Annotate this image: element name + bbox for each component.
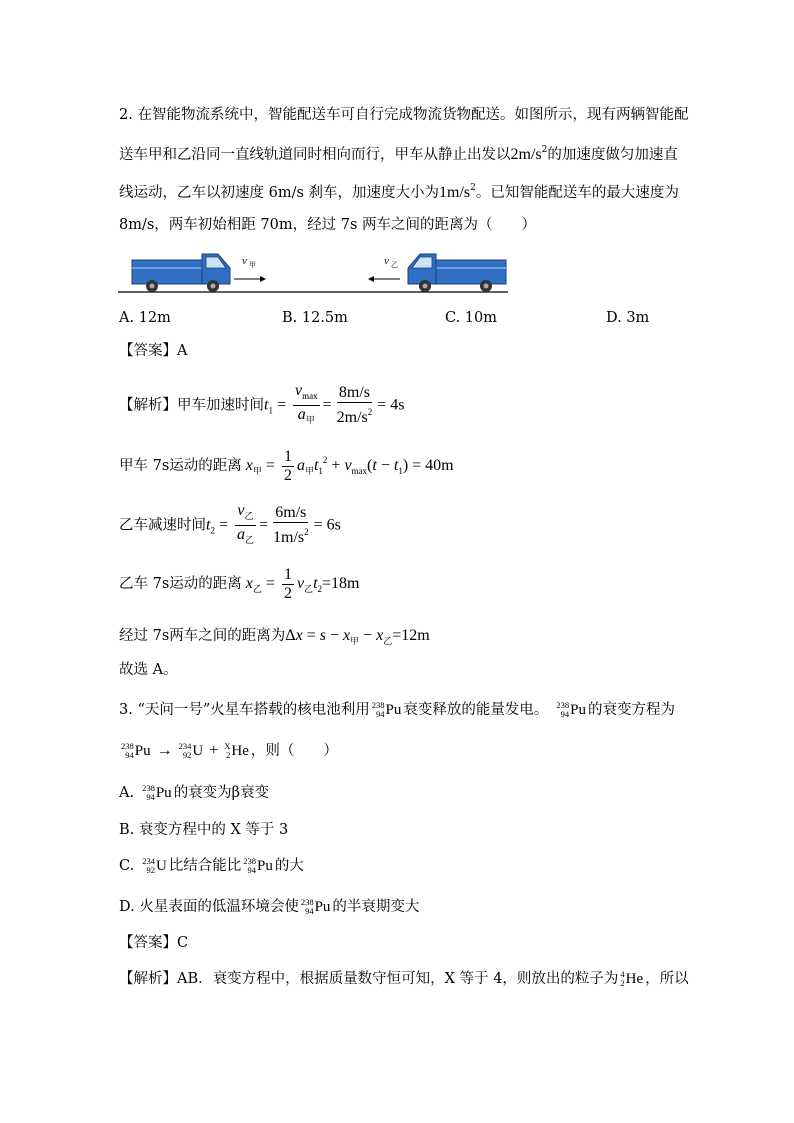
- q2-line-3-text-c: 。已知智能配送车的最大速度为: [475, 185, 679, 201]
- q3-line-1c: 的衰变方程为: [587, 702, 675, 718]
- analysis-2-text: 甲车 7s运动的距离: [119, 458, 242, 474]
- q2-accel-value: 2m/s: [510, 146, 542, 163]
- truck-a-icon: [132, 254, 230, 292]
- q2-analysis-2: 甲车 7s运动的距离 $x_甲$ = $\frac{1}{2}$ $a_甲t_1^2 + v_{max}(t - t_1) = 40m$: [119, 447, 454, 484]
- q3-option-d: D. 火星表面的低温环境会使 238 94 Pu 的半衰期变大: [119, 897, 420, 916]
- q2-line-2-text-a: 送车甲和乙沿同一直线轨道同时相向而行，甲车从静止出发以: [119, 147, 511, 163]
- q2-answer: 【答案】A: [119, 343, 188, 359]
- q2-analysis-3: 乙车减速时间$t_2$ = $\frac{v_乙}{a_乙}$ = $\frac{6m/s}{1m/s^2}$ = 6s: [119, 502, 341, 546]
- velocity-a-label: v: [242, 255, 247, 267]
- q3-line-1b: 衰变释放的能量发电。: [403, 702, 549, 718]
- q3-line-2-tail: ，则（ ）: [250, 743, 338, 759]
- a1-result: = 4s: [377, 396, 405, 414]
- q2-option-a: A. 12m: [119, 310, 171, 326]
- q3-line-1: 3. “天问一号”火星车搭载的核电池利用 238 94 Pu 衰变释放的能量发电。 238 94 Pu 的衰变方程为: [119, 700, 675, 719]
- velocity-a-sub: 甲: [249, 261, 256, 269]
- pu-nuclide: 238 94 Pu: [371, 700, 402, 719]
- velocity-b-label: v: [384, 255, 389, 267]
- analysis-tag: 【解析】: [119, 397, 177, 414]
- q3-line-1a: 3. “天问一号”火星车搭载的核电池利用: [119, 702, 370, 718]
- q2-conclusion: 故选 A。: [119, 662, 178, 678]
- q3-option-a: A. 238 94 Pu 的衰变为β衰变: [119, 783, 270, 802]
- q2-option-c: C. 10m: [445, 310, 497, 326]
- q3-equation: 238 94 Pu → 234 92 U + X 2 He ，则（ ）: [121, 741, 338, 760]
- a3-den: 1m/s: [273, 529, 305, 546]
- a1-num: 8m/s: [338, 384, 370, 401]
- q2-line-3: 线运动，乙车以初速度 6m/s 刹车，加速度大小为$1m/s^2$。已知智能配送车的最大速度为: [119, 183, 679, 201]
- q2-line-2-full: 送车甲和乙沿同一直线轨道同时相向而行，甲车从静止出发以$2m/s^2$的加速度做匀加速直: [119, 139, 678, 166]
- q2-analysis-5: 经过 7s两车之间的距离为$\Delta x = s - x_甲 - x_乙=12m$: [119, 627, 430, 647]
- q2-analysis-4: 乙车 7s运动的距离 $x_乙$ = $\frac{1}{2}$ $v_乙t_2=18m$: [119, 565, 360, 602]
- q2-option-b: B. 12.5m: [282, 310, 348, 326]
- a4-result: =18m: [322, 575, 360, 592]
- trucks-figure: [118, 246, 510, 298]
- q2-line-1: 2. 在智能物流系统中，智能配送车可自行完成物流货物配送。如图所示，现有两辆智能配: [119, 107, 689, 123]
- q3-option-c: C. 234 92 U 比结合能比 238 94 Pu 的大: [119, 856, 304, 875]
- a2-result: = 40m: [412, 457, 454, 474]
- q3-option-b: B. 衰变方程中的 X 等于 3: [119, 822, 289, 838]
- a3-result: = 6s: [313, 516, 341, 534]
- analysis-4-text: 乙车 7s运动的距离: [119, 576, 242, 592]
- q3-analysis: 【解析】AB．衰变方程中，根据质量数守恒可知，X 等于 4，则放出的粒子为 4 2 He ，所以: [119, 969, 689, 988]
- q2-analysis-1: 【解析】甲车加速时间$t_1$ = $\frac{v_{max}}{a_甲}$ = $\frac{8m/s}{2m/s^2}$ = 4s: [119, 382, 405, 426]
- a5-result: =12m: [392, 627, 430, 644]
- q2-option-d: D. 3m: [606, 310, 650, 326]
- velocity-b-sub: 乙: [391, 261, 398, 269]
- a3-num: 6m/s: [275, 504, 307, 521]
- q2-line-2-text-c: 的加速度做匀加速直: [547, 147, 678, 163]
- a1-den: 2m/s: [336, 409, 368, 426]
- q2-decel-value: 1m/s: [439, 184, 471, 201]
- analysis-5-text: 经过 7s两车之间的距离为: [119, 628, 286, 644]
- analysis-3-text: 乙车减速时间: [119, 517, 206, 534]
- analysis-1-text: 甲车加速时间: [177, 397, 264, 414]
- q3-answer: 【答案】C: [119, 935, 189, 951]
- q2-line-3-text-a: 线运动，乙车以初速度 6m/s 刹车，加速度大小为: [119, 185, 440, 201]
- truck-b-icon: [408, 254, 506, 292]
- q2-line-4: 8m/s，两车初始相距 70m，经过 7s 两车之间的距离为（ ）: [119, 217, 536, 233]
